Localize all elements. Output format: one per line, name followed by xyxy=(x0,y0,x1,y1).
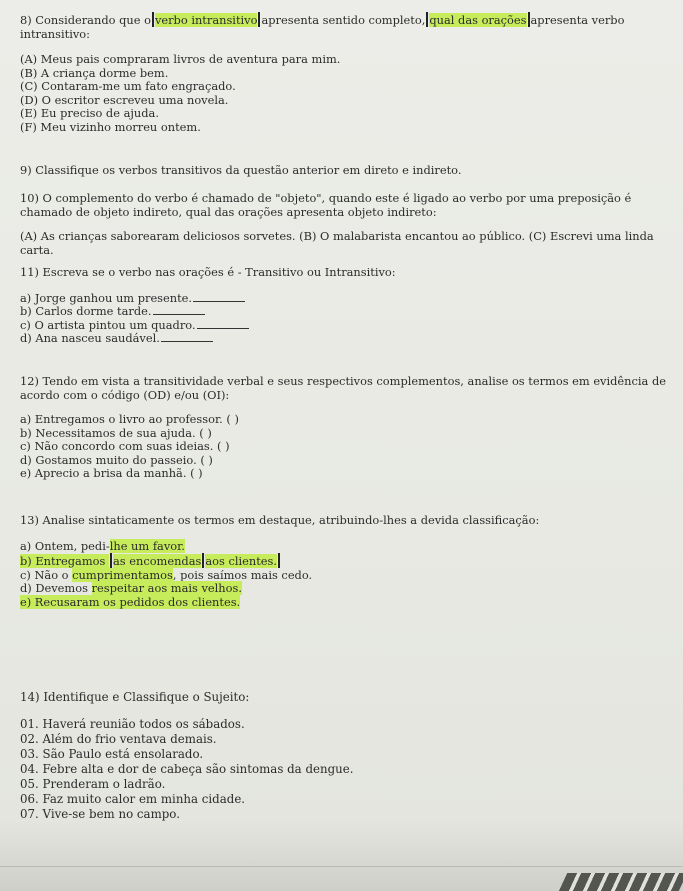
question-11-prompt: 11) Escreva se o verbo nas orações é - Transitivo ou Intransitivo: xyxy=(20,265,396,279)
q8-option-c: (C) Contaram-me um fato engraçado. xyxy=(20,79,236,93)
question-8-prompt: 8) Considerando que o verbo intransitivo apresenta sentido completo, qual das orações apresenta verbo xyxy=(20,13,625,27)
question-14 xyxy=(20,690,353,822)
question-11 xyxy=(20,266,396,346)
answer-parentheses[interactable]: ( ) xyxy=(217,439,230,453)
q14-item-03: 03. São Paulo está ensolarado. xyxy=(20,747,204,761)
q8-option-d: (D) O escritor escreveu uma novela. xyxy=(20,92,229,107)
question-12 xyxy=(20,375,666,481)
highlight-marker xyxy=(528,12,530,27)
q13-item-e: e) Recusaram os pedidos dos clientes. xyxy=(20,594,241,609)
question-8 xyxy=(20,12,624,134)
q14-item-04: 04. Febre alta e dor de cabeça são sintomas da dengue. xyxy=(20,762,354,776)
question-10-prompt: 10) O complemento do verbo é chamado de "objeto", quando este é ligado ao verbo por uma preposição é xyxy=(20,191,632,205)
q8-option-f: (F) Meu vizinho morreu ontem. xyxy=(20,119,201,134)
question-10-prompt-cont: chamado de objeto indireto, qual das orações apresenta objeto indireto: xyxy=(20,204,437,219)
q13-item-a: a) Ontem, pedi-lhe um favor. xyxy=(20,538,185,553)
q11-item-c: c) O artista pintou um quadro. xyxy=(20,319,396,333)
answer-blank[interactable] xyxy=(153,305,205,315)
q12-item-c: c) Não concordo com suas ideias. ( ) xyxy=(20,439,230,453)
q14-item-02: 02. Além do frio ventava demais. xyxy=(20,732,217,746)
answer-parentheses[interactable]: ( ) xyxy=(190,466,203,480)
q8-option-a: (A) Meus pais compraram livros de aventura para mim. xyxy=(20,52,341,66)
q13-item-d: d) Devemos respeitar aos mais velhos. xyxy=(20,581,242,595)
q14-item-07: 07. Vive-se bem no campo. xyxy=(20,807,180,821)
q13-item-b: b) Entregamos as encomendas aos clientes. xyxy=(20,553,539,569)
q11-item-a: a) Jorge ganhou um presente. xyxy=(20,292,396,306)
q10-options-cont: carta. xyxy=(20,242,54,257)
highlight-marker xyxy=(278,553,280,568)
question-10 xyxy=(20,192,654,257)
answer-blank[interactable] xyxy=(161,332,213,342)
highlight-marker xyxy=(110,553,112,568)
q12-item-e: e) Aprecio a brisa da manhã. ( ) xyxy=(20,466,203,480)
q13-item-c: c) Não o cumprimentamos, pois saímos mais cedo. xyxy=(20,567,313,582)
question-14-prompt: 14) Identifique e Classifique o Sujeito: xyxy=(20,690,250,704)
question-12-prompt: 12) Tendo em vista a transitividade verbal e seus respectivos complementos, analise os termos em evidência de xyxy=(20,374,666,388)
answer-parentheses[interactable]: ( ) xyxy=(199,425,212,440)
q12-item-a: a) Entregamos o livro ao professor. ( ) xyxy=(20,412,239,426)
question-9 xyxy=(20,164,461,178)
q12-item-b: b) Necessitamos de sua ajuda. ( ) xyxy=(20,425,212,440)
q8-option-e: (E) Eu preciso de ajuda. xyxy=(20,106,159,120)
question-9-prompt: 9) Classifique os verbos transitivos da questão anterior em direto e indireto. xyxy=(20,163,462,177)
q14-item-05: 05. Prenderam o ladrão. xyxy=(20,777,166,791)
q8-option-b: (B) A criança dorme bem. xyxy=(20,65,169,80)
question-13-prompt: 13) Analise sintaticamente os termos em destaque, atribuindo-lhes a devida classificação: xyxy=(20,513,540,527)
answer-parentheses[interactable]: ( ) xyxy=(200,452,213,467)
q11-item-d: d) Ana nasceu saudável. xyxy=(20,332,396,346)
q14-item-01: 01. Haverá reunião todos os sábados. xyxy=(20,717,245,731)
q10-options: (A) As crianças saborearam deliciosos sorvetes. (B) O malabarista encantou ao público. (C) Escrevi uma linda xyxy=(20,229,654,243)
q11-item-b: b) Carlos dorme tarde. xyxy=(20,305,396,319)
background-stripes xyxy=(559,873,683,891)
highlight-marker xyxy=(152,12,154,27)
question-13 xyxy=(20,514,539,609)
q14-item-06: 06. Faz muito calor em minha cidade. xyxy=(20,792,246,806)
answer-parentheses[interactable]: ( ) xyxy=(226,412,239,426)
question-8-prompt-cont: intransitivo: xyxy=(20,26,90,41)
answer-blank[interactable] xyxy=(197,319,249,329)
answer-blank[interactable] xyxy=(193,292,245,302)
q12-item-d: d) Gostamos muito do passeio. ( ) xyxy=(20,452,213,467)
question-12-prompt-cont: acordo com o código (OD) e/ou (OI): xyxy=(20,387,230,402)
